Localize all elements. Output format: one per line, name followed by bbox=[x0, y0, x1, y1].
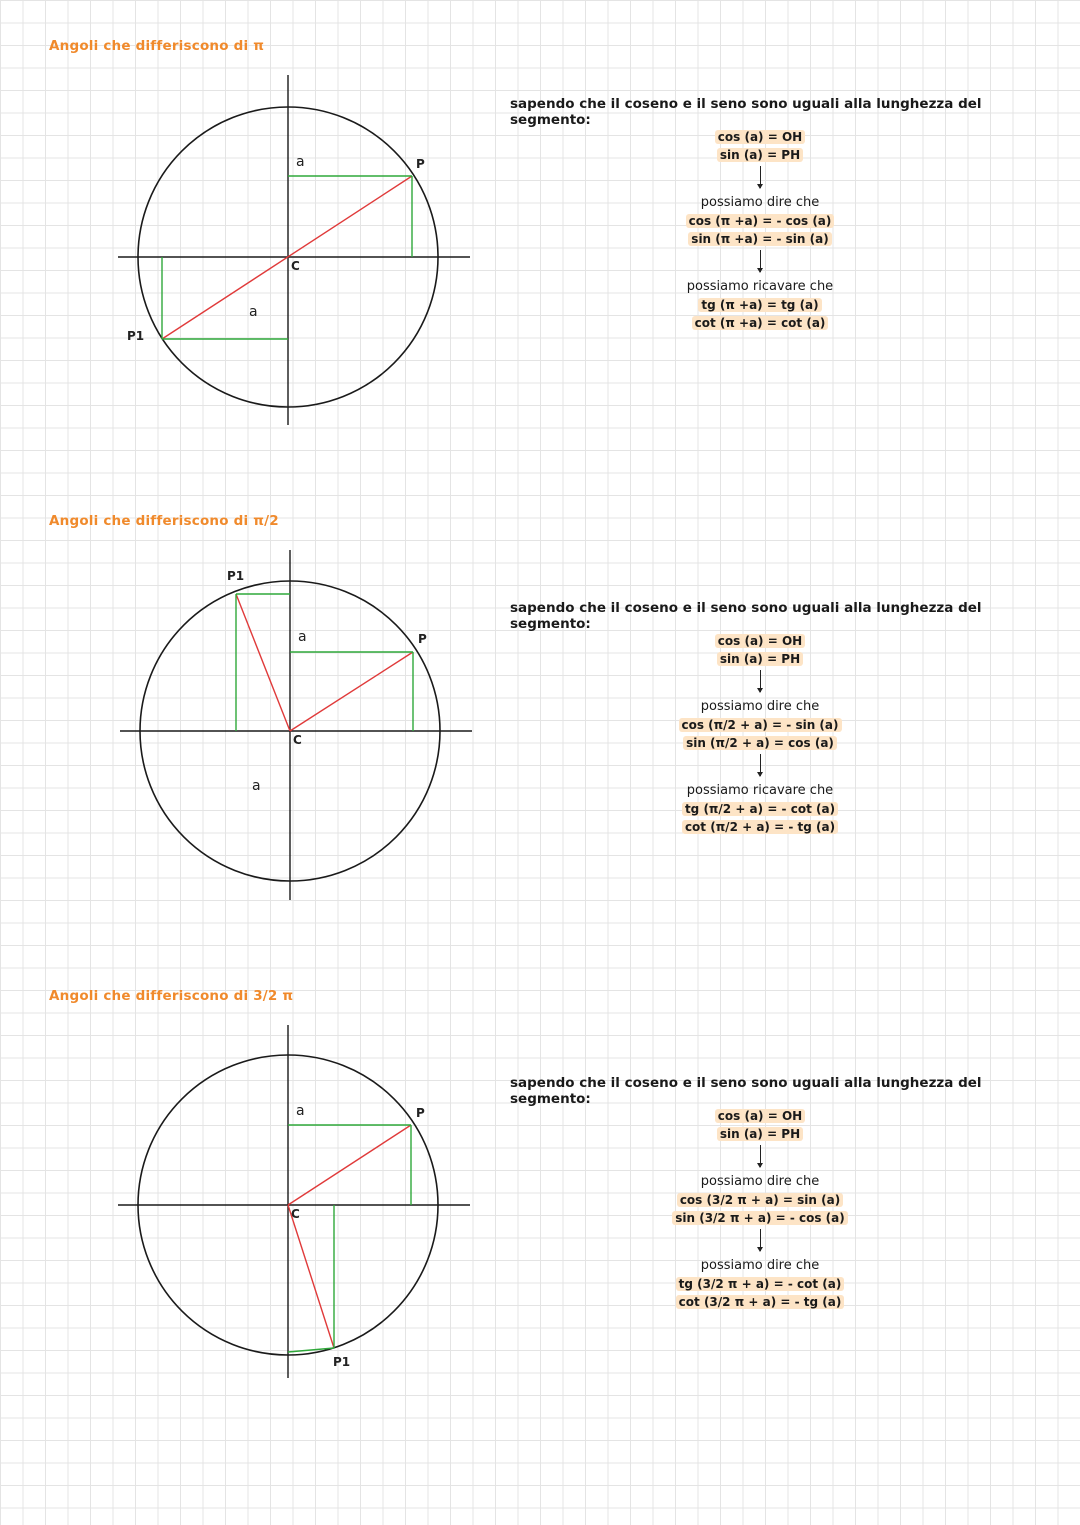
formula: sin (a) = PH bbox=[717, 1127, 803, 1141]
formula: cot (3/2 π + a) = - tg (a) bbox=[676, 1295, 845, 1309]
angle-label: a bbox=[296, 1103, 305, 1119]
point-p-label: P bbox=[416, 1106, 425, 1120]
radius-line bbox=[288, 1205, 334, 1348]
radius-line bbox=[288, 1125, 411, 1205]
figure-pi-half bbox=[120, 550, 472, 900]
notes-intro: sapendo che il coseno e il seno sono uguali alla lunghezza del segmento: bbox=[510, 96, 982, 128]
formula: tg (3/2 π + a) = - cot (a) bbox=[676, 1277, 845, 1291]
down-arrow-icon bbox=[760, 754, 761, 776]
step-heading: possiamo dire che bbox=[700, 1258, 820, 1273]
formula: cot (π +a) = cot (a) bbox=[692, 316, 829, 330]
angle-label: a bbox=[249, 304, 258, 320]
section-title-pi-half: Angoli che differiscono di π/2 bbox=[49, 513, 279, 529]
formula: cos (a) = OH bbox=[715, 1109, 805, 1123]
point-p1-label: P1 bbox=[333, 1355, 351, 1369]
point-p1-label: P1 bbox=[227, 569, 245, 583]
notes-pi bbox=[480, 96, 1040, 332]
step-heading: possiamo ricavare che bbox=[686, 279, 834, 294]
formula: cos (3/2 π + a) = sin (a) bbox=[677, 1193, 843, 1207]
step-heading: possiamo dire che bbox=[700, 699, 820, 714]
formula: cos (π/2 + a) = - sin (a) bbox=[679, 718, 842, 732]
down-arrow-icon bbox=[760, 166, 761, 188]
angle-label: a bbox=[252, 778, 261, 794]
step-heading: possiamo ricavare che bbox=[686, 783, 834, 798]
formula: cot (π/2 + a) = - tg (a) bbox=[682, 820, 838, 834]
point-p-label: P bbox=[418, 632, 427, 646]
step-heading: possiamo dire che bbox=[700, 1174, 820, 1189]
center-label: C bbox=[291, 1207, 300, 1221]
formula: cos (a) = OH bbox=[715, 130, 805, 144]
section-title-pi: Angoli che differiscono di π bbox=[49, 38, 265, 54]
formula: sin (3/2 π + a) = - cos (a) bbox=[672, 1211, 848, 1225]
notes-intro: sapendo che il coseno e il seno sono uguali alla lunghezza del segmento: bbox=[510, 600, 982, 632]
point-p-label: P bbox=[416, 157, 425, 171]
center-label: C bbox=[291, 259, 300, 273]
formula: sin (π/2 + a) = cos (a) bbox=[683, 736, 837, 750]
point-p1-label: P1 bbox=[127, 329, 145, 343]
formula: sin (π +a) = - sin (a) bbox=[688, 232, 831, 246]
step-heading: possiamo dire che bbox=[700, 195, 820, 210]
notes-intro: sapendo che il coseno e il seno sono uguali alla lunghezza del segmento: bbox=[510, 1075, 982, 1107]
figure-pi bbox=[118, 75, 470, 425]
formula: tg (π +a) = tg (a) bbox=[698, 298, 821, 312]
radius-line bbox=[236, 594, 290, 731]
notes-pi-half bbox=[480, 600, 1040, 836]
down-arrow-icon bbox=[760, 670, 761, 692]
center-label: C bbox=[293, 733, 302, 747]
angle-label: a bbox=[298, 629, 307, 645]
formula: cos (a) = OH bbox=[715, 634, 805, 648]
section-title-three-halves-pi: Angoli che differiscono di 3/2 π bbox=[49, 988, 294, 1004]
formula: cos (π +a) = - cos (a) bbox=[686, 214, 835, 228]
formula: sin (a) = PH bbox=[717, 652, 803, 666]
figure-three-halves-pi bbox=[118, 1025, 470, 1378]
formula: tg (π/2 + a) = - cot (a) bbox=[682, 802, 838, 816]
down-arrow-icon bbox=[760, 1229, 761, 1251]
notes-three-halves-pi bbox=[480, 1075, 1040, 1311]
angle-label: a bbox=[296, 154, 305, 170]
down-arrow-icon bbox=[760, 1145, 761, 1167]
radius-line bbox=[290, 652, 413, 731]
formula: sin (a) = PH bbox=[717, 148, 803, 162]
down-arrow-icon bbox=[760, 250, 761, 272]
